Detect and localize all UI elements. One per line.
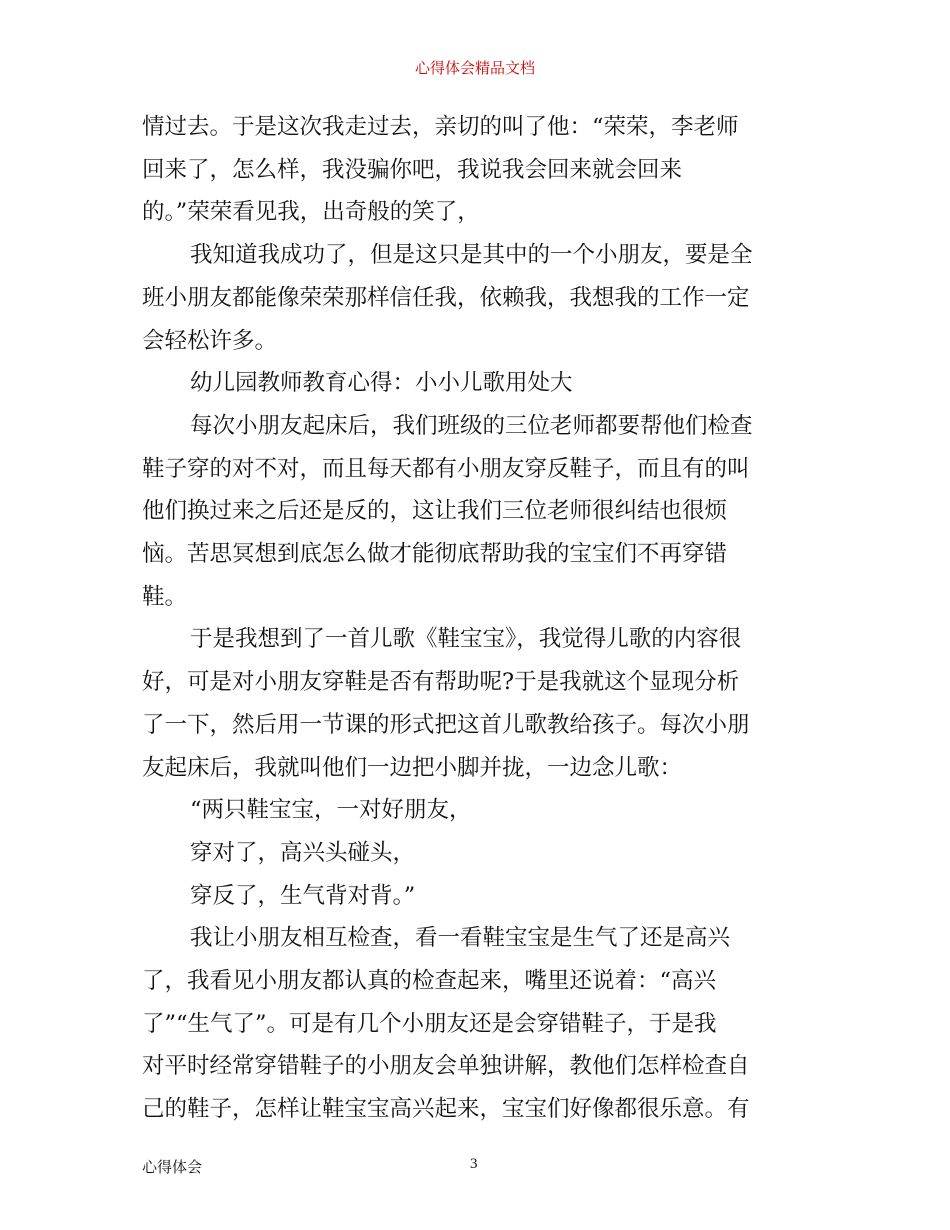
text-line: 班小朋友都能像荣荣那样信任我，依赖我，我想我的工作一定 bbox=[142, 284, 750, 311]
body-text bbox=[142, 106, 810, 1131]
text-line: 每次小朋友起床后，我们班级的三位老师都要帮他们检查 bbox=[190, 412, 753, 439]
text-line: 鞋。 bbox=[142, 583, 188, 610]
text-line: 情过去。于是这次我走过去，亲切的叫了他：“荣荣，李老师 bbox=[142, 114, 739, 140]
text-line: 恼。苦思冥想到底怎么做才能彻底帮助我的宝宝们不再穿错 bbox=[142, 541, 728, 568]
section-heading: 幼儿园教师教育心得：小小儿歌用处大 bbox=[190, 370, 573, 397]
poem-line: 穿对了，高兴头碰头， bbox=[190, 839, 416, 866]
text-line: 会轻松许多。 bbox=[142, 327, 278, 354]
text-line: 于是我想到了一首儿歌《鞋宝宝》，我觉得儿歌的内容很 bbox=[190, 626, 742, 653]
page-number: 3 bbox=[470, 1156, 478, 1172]
text-line: 我知道我成功了，但是这只是其中的一个小朋友，要是全 bbox=[190, 242, 753, 269]
text-line: 回来了，怎么样，我没骗你吧，我说我会回来就会回来 bbox=[142, 156, 683, 183]
text-line: 的。”荣荣看见我，出奇般的笑了， bbox=[142, 199, 480, 226]
text-line: 鞋子穿的对不对，而且每天都有小朋友穿反鞋子，而且有的叫 bbox=[142, 455, 750, 482]
text-line: 友起床后，我就叫他们一边把小脚并拢，一边念儿歌： bbox=[142, 754, 683, 781]
text-line: 对平时经常穿错鞋子的小朋友会单独讲解，教他们怎样检查自 bbox=[142, 1053, 750, 1080]
text-line: 好，可是对小朋友穿鞋是否有帮助呢?于是我就这个显现分析 bbox=[142, 669, 740, 696]
poem-line: “两只鞋宝宝，一对好朋友， bbox=[190, 797, 472, 824]
page-header-title: 心得体会精品文档 bbox=[414, 59, 535, 77]
poem-line: 穿反了，生气背对背。” bbox=[190, 882, 416, 909]
footer-label: 心得体会 bbox=[142, 1158, 203, 1176]
text-line: 我让小朋友相互检查，看一看鞋宝宝是生气了还是高兴 bbox=[190, 925, 731, 952]
text-line: 了”“生气了”。可是有几个小朋友还是会穿错鞋子，于是我 bbox=[142, 1010, 717, 1037]
text-line: 他们换过来之后还是反的，这让我们三位老师很纠结也很烦 bbox=[142, 498, 728, 525]
text-line: 了，我看见小朋友都认真的检查起来，嘴里还说着：“高兴 bbox=[142, 968, 717, 995]
text-line: 了一下，然后用一节课的形式把这首儿歌教给孩子。每次小朋 bbox=[142, 711, 750, 738]
text-line: 己的鞋子，怎样让鞋宝宝高兴起来，宝宝们好像都很乐意。有 bbox=[142, 1096, 750, 1123]
